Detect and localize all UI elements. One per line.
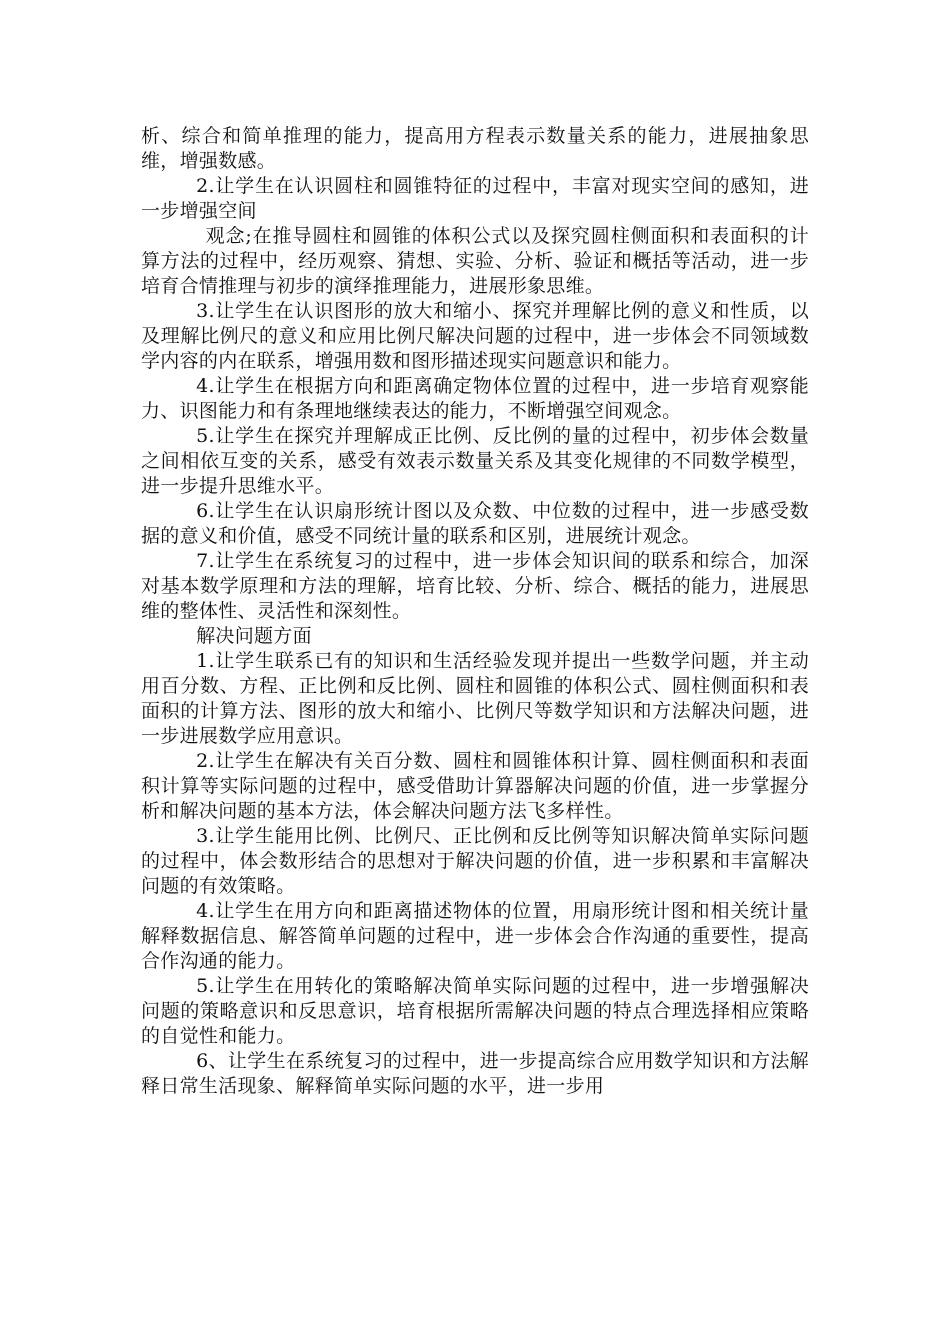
paragraph-2: 2.让学生在认识圆柱和圆锥特征的过程中，丰富对现实空间的感知，进一步增强空间 (141, 175, 809, 222)
paragraph-5: 5.让学生在探究并理解成正比例、反比例的量的过程中，初步体会数量之间相依互变的关系，感受有效表示数量关系及其变化规律的不同数学模型，进一步提升思维水平。 (141, 425, 809, 497)
paragraph-3: 3.让学生在认识图形的放大和缩小、探究并理解比例的意义和性质，以及理解比例尺的意义和应用比例尺解决问题的过程中，进一步体会不同领域数学内容的内在联系，增强用数和图形描述现实问题意识和能力。 (141, 300, 809, 372)
paragraph-6: 6.让学生在认识扇形统计图以及众数、中位数的过程中，进一步感受数据的意义和价值，感受不同统计量的联系和区别，进展统计观念。 (141, 500, 809, 547)
document-body (141, 124, 809, 1099)
problem-paragraph-4: 4.让学生在用方向和距离描述物体的位置，用扇形统计图和相关统计量解释数据信息、解答简单问题的过程中，进一步体会合作沟通的重要性，提高合作沟通的能力。 (141, 900, 809, 972)
problem-paragraph-5: 5.让学生在用转化的策略解决简单实际问题的过程中，进一步增强解决问题的策略意识和反思意识，培育根据所需解决问题的特点合理选择相应策略的自觉性和能力。 (141, 975, 809, 1047)
problem-paragraph-2: 2.让学生在解决有关百分数、圆柱和圆锥体积计算、圆柱侧面积和表面积计算等实际问题的过程中，感受借助计算器解决问题的价值，进一步掌握分析和解决问题的基本方法，体会解决问题方法飞多样性。 (141, 750, 809, 822)
problem-paragraph-3: 3.让学生能用比例、比例尺、正比例和反比例等知识解决简单实际问题的过程中，体会数形结合的思想对于解决问题的价值，进一步积累和丰富解决问题的有效策略。 (141, 825, 809, 897)
paragraph-7: 7.让学生在系统复习的过程中，进一步体会知识间的联系和综合，加深对基本数学原理和方法的理解，培育比较、分析、综合、概括的能力，进展思维的整体性、灵活性和深刻性。 (141, 550, 809, 622)
section-heading: 解决问题方面 (196, 625, 312, 647)
problem-paragraph-1: 1.让学生联系已有的知识和生活经验发现并提出一些数学问题，并主动用百分数、方程、正比例和反比例、圆柱和圆锥的体积公式、圆柱侧面积和表面积的计算方法、图形的放大和缩小、比例尺等数学知识和方法解决问题，进一步进展数学应用意识。 (141, 650, 809, 747)
problem-paragraph-6: 6、让学生在系统复习的过程中，进一步提高综合应用数学知识和方法解释日常生活现象、解释简单实际问题的水平，进一步用 (141, 1050, 809, 1097)
paragraph-2-continued: 观念;在推导圆柱和圆锥的体积公式以及探究圆柱侧面积和表面积的计算方法的过程中，经历观察、猜想、实验、分析、验证和概括等活动，进一步培育合情推理与初步的演绎推理能力，进展形象思维。 (141, 225, 809, 297)
paragraph-continued: 析、综合和简单推理的能力，提高用方程表示数量关系的能力，进展抽象思维，增强数感。 (141, 125, 809, 172)
paragraph-4: 4.让学生在根据方向和距离确定物体位置的过程中，进一步培育观察能力、识图能力和有条理地继续表达的能力，不断增强空间观念。 (141, 375, 809, 422)
